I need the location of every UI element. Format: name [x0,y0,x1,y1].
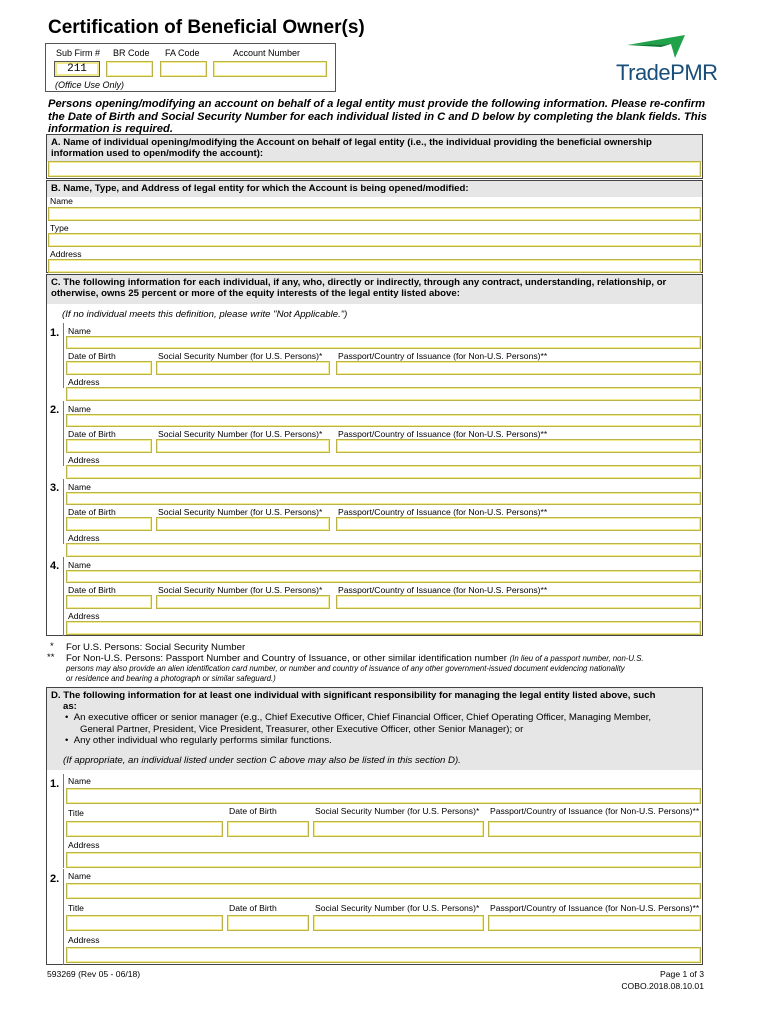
d2-name-input[interactable] [66,883,701,899]
bullet-1: • An executive officer or senior manager (e.g., Chief Executive Officer, Chief Financial Officer, Chief Operating Officer, Managing Member, [65,712,652,723]
section-b-name-input[interactable] [48,207,701,221]
c4-dob-label: Date of Birth [68,585,116,595]
c4-dob-input[interactable] [66,595,152,609]
c2-dob-input[interactable] [66,439,152,453]
c2-address-input[interactable] [66,465,701,479]
section-d-bullets [51,712,698,747]
bullet-1-continued: General Partner, President, Vice President, Treasurer, other Executive Officer, other Senior Manager); or [80,723,524,735]
d1-dob-input[interactable] [227,821,309,837]
d1-ssn-input[interactable] [313,821,484,837]
c4-passport-input[interactable] [336,595,701,609]
d2-dob-input[interactable] [227,915,309,931]
d1-title-label: Title [68,808,84,818]
section-a-heading: A. Name of individual opening/modifying the Account on behalf of legal entity (i.e., the individual providing the beneficial ownership information used to open/modify the account): [47,135,702,162]
account-number-input[interactable] [213,61,327,77]
footnote-star-1: * [50,641,54,652]
section-b-address-input[interactable] [48,259,701,273]
d2-passport-input[interactable] [488,915,701,931]
form-code: COBO.2018.08.10.01 [621,981,704,991]
section-b-type-label: Type [50,223,69,233]
c1-ssn-input[interactable] [156,361,330,375]
c4-ssn-label: Social Security Number (for U.S. Persons)* [158,585,323,595]
section-c-number-1: 1. [50,327,60,339]
br-code-label: BR Code [113,48,150,58]
c3-ssn-input[interactable] [156,517,330,531]
page-title: Certification of Beneficial Owner(s) [48,17,365,38]
section-d-header-area [47,688,702,770]
c2-address-label: Address [68,455,100,465]
c1-name-label: Name [68,326,91,336]
office-use-note: (Office Use Only) [55,80,125,90]
d1-title-input[interactable] [66,821,223,837]
c1-address-label: Address [68,377,100,387]
section-d-number-2: 2. [50,873,60,885]
section-b-name-label: Name [50,196,73,206]
page-number: Page 1 of 3 [660,969,704,979]
d1-name-input[interactable] [66,788,701,804]
c1-passport-input[interactable] [336,361,701,375]
tradepmr-logo-icon [625,33,689,59]
footnote-2: For Non-U.S. Persons: Passport Number and Country of Issuance, or other similar identification number (In lieu of a passport number, non-U.S. [66,653,644,664]
intro-text: Persons opening/modifying an account on behalf of a legal entity must provide the following information. Please re-confirm the Date of Birth and Social Security Number for each individual listed in C and D below by completing the blank fields. This information is required. [48,98,707,135]
c4-passport-label: Passport/Country of Issuance (for Non-U.S. Persons)** [338,585,548,595]
footnote-2-line-2: persons may also provide an alien identification card number, or number and country of issuance of any other government-issued document evidencing nationality [66,664,625,673]
d2-ssn-input[interactable] [313,915,484,931]
d1-address-input[interactable] [66,852,701,868]
d2-address-input[interactable] [66,947,701,963]
d2-dob-label: Date of Birth [229,903,277,913]
c3-address-input[interactable] [66,543,701,557]
account-number-label: Account Number [233,48,301,58]
section-d-heading-line-2: as: [63,701,77,712]
br-code-input[interactable] [106,61,153,77]
d1-address-label: Address [68,840,100,850]
form-number: 593269 (Rev 05 - 06/18) [47,969,141,979]
c1-name-input[interactable] [66,336,701,349]
c1-ssn-label: Social Security Number (for U.S. Persons)* [158,351,323,361]
c2-name-input[interactable] [66,414,701,427]
footnote-1: For U.S. Persons: Social Security Number [66,642,246,653]
d2-address-label: Address [68,935,100,945]
section-d-heading-line-1: D. The following information for at least one individual with significant responsibility for managing the legal entity listed above, such [51,690,656,701]
c3-dob-input[interactable] [66,517,152,531]
section-b-type-input[interactable] [48,233,701,247]
c4-name-label: Name [68,560,91,570]
tradepmr-logo: TradePMR [616,60,718,85]
c4-ssn-input[interactable] [156,595,330,609]
c1-dob-label: Date of Birth [68,351,116,361]
c3-address-label: Address [68,533,100,543]
c4-address-label: Address [68,611,100,621]
d2-title-input[interactable] [66,915,223,931]
d1-ssn-label: Social Security Number (for U.S. Persons)* [315,806,480,816]
section-c-heading: C. The following information for each individual, if any, who, directly or indirectly, through any contract, understanding, relationship, or otherwise, owns 25 percent or more of the equity interests of the legal entity listed above: [47,275,702,304]
section-c-number-3: 3. [50,482,60,494]
d1-passport-label: Passport/Country of Issuance (for Non-U.S. Persons)** [490,806,700,816]
c1-address-input[interactable] [66,387,701,401]
d1-passport-input[interactable] [488,821,701,837]
c2-passport-input[interactable] [336,439,701,453]
c4-address-input[interactable] [66,621,701,635]
c4-name-input[interactable] [66,570,701,583]
footnote-2-line-3: or residence and bearing a photograph or similar safeguard.) [66,674,276,683]
section-a-name-input[interactable] [48,161,701,177]
c3-ssn-label: Social Security Number (for U.S. Persons)* [158,507,323,517]
c3-name-input[interactable] [66,492,701,505]
fa-code-input[interactable] [160,61,207,77]
d1-name-label: Name [68,776,91,786]
d2-name-label: Name [68,871,91,881]
c1-dob-input[interactable] [66,361,152,375]
c2-ssn-label: Social Security Number (for U.S. Persons)* [158,429,323,439]
c3-name-label: Name [68,482,91,492]
c3-dob-label: Date of Birth [68,507,116,517]
section-c-number-2: 2. [50,404,60,416]
c1-passport-label: Passport/Country of Issuance (for Non-U.S. Persons)** [338,351,548,361]
fa-code-label: FA Code [165,48,200,58]
section-d-number-1: 1. [50,778,60,790]
section-d-note: (If appropriate, an individual listed under section C above may also be listed in this section D). [63,754,461,766]
c2-ssn-input[interactable] [156,439,330,453]
d2-title-label: Title [68,903,84,913]
sub-firm-input[interactable]: 211 [54,61,100,77]
c2-name-label: Name [68,404,91,414]
section-b-heading: B. Name, Type, and Address of legal entity for which the Account is being opened/modified: [47,181,702,197]
section-c-note: (If no individual meets this definition, please write "Not Applicable.") [62,309,348,320]
footnote-star-2: ** [47,652,55,663]
section-b-address-label: Address [50,249,82,259]
sub-firm-label: Sub Firm # [56,48,101,58]
c2-dob-label: Date of Birth [68,429,116,439]
d2-passport-label: Passport/Country of Issuance (for Non-U.S. Persons)** [490,903,700,913]
section-c-number-4: 4. [50,560,60,572]
c2-passport-label: Passport/Country of Issuance (for Non-U.S. Persons)** [338,429,548,439]
c3-passport-input[interactable] [336,517,701,531]
bullet-2: • Any other individual who regularly performs similar functions. [65,735,332,746]
d2-ssn-label: Social Security Number (for U.S. Persons)* [315,903,480,913]
c3-passport-label: Passport/Country of Issuance (for Non-U.S. Persons)** [338,507,548,517]
d1-dob-label: Date of Birth [229,806,277,816]
